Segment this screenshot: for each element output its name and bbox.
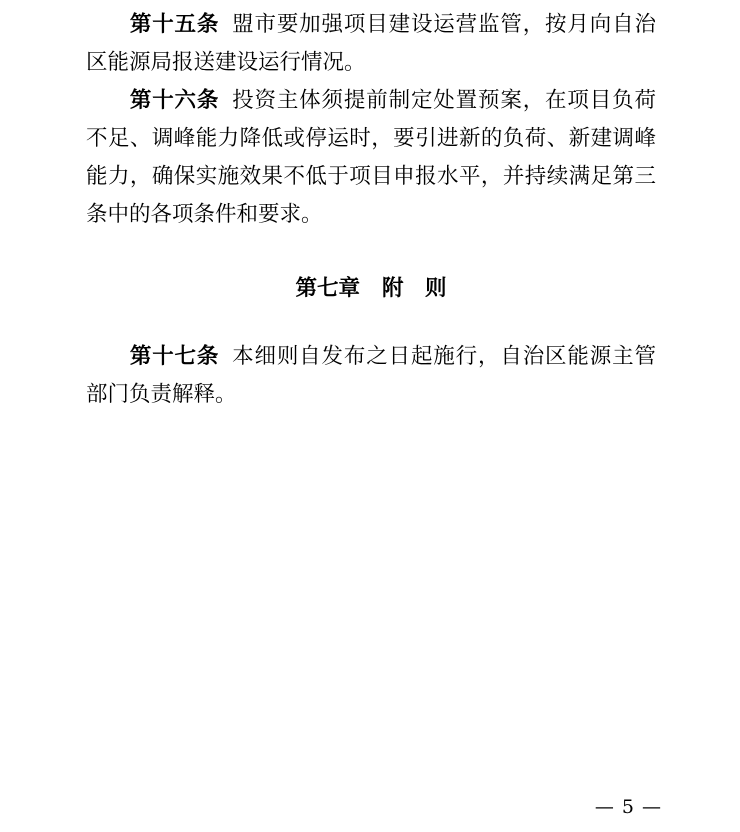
page-number: — 5 —: [594, 796, 662, 818]
article-label-15: 第十五条: [129, 12, 220, 37]
article-label-17: 第十七条: [129, 344, 220, 369]
chapter-heading: [86, 270, 656, 308]
section-spacer: [86, 234, 656, 270]
document-body: [86, 6, 656, 414]
article-text-17: 本细则自发布之日起施行，自治区能源主管部门负责解释。: [86, 344, 656, 407]
article-text-16: 投资主体须提前制定处置预案，在项目负荷不足、调峰能力降低或停运时，要引进新的负荷、新建调峰能力，确保实施效果不低于项目申报水平，并持续满足第三条中的各项条件和要求。: [86, 88, 656, 227]
paragraph-article-17: [86, 338, 656, 414]
article-label-16: 第十六条: [129, 88, 220, 113]
chapter-number: 第七章: [295, 276, 360, 301]
article-text-15: 盟市要加强项目建设运营监管，按月向自治区能源局报送建设运行情况。: [86, 12, 656, 75]
section-spacer: [86, 308, 656, 338]
paragraph-article-16: [86, 82, 656, 234]
paragraph-article-15: [86, 6, 656, 82]
chapter-title: 附 则: [382, 276, 447, 301]
